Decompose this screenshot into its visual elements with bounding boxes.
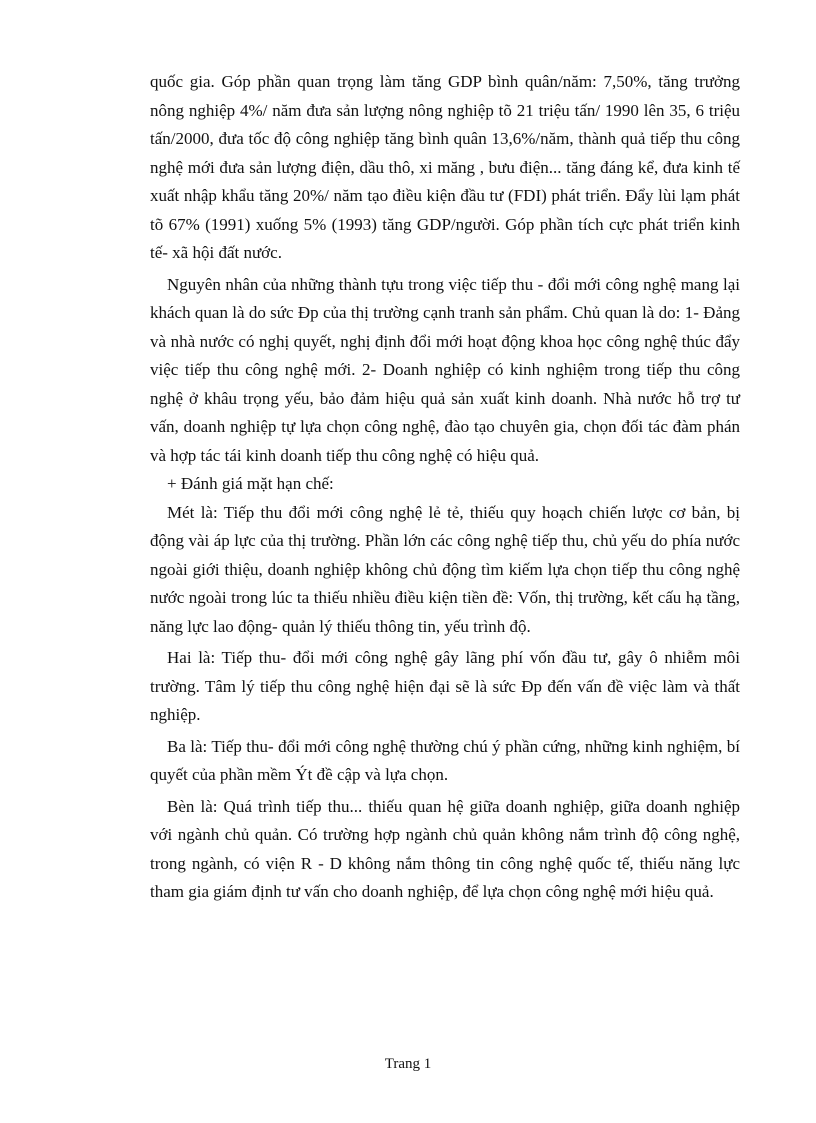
paragraph-limitation-two: Hai là: Tiếp thu- đổi mới công nghệ gây lãng phí vốn đầu tư, gây ô nhiễm môi trường. Tâm lý tiếp thu công nghệ hiện đại sẽ là sức Đp đến vấn đề việc làm và thất nghiệp. — [150, 648, 740, 724]
paragraph-causes: Nguyên nhân của những thành tựu trong việc tiếp thu - đổi mới công nghệ mang lại khách quan là do sức Đp của thị trường cạnh tranh sản phẩm. Chủ quan là do: 1- Đảng và nhà nước có nghị quyết, nghị định đổi mới hoạt động khoa học công nghệ thúc đẩy việc tiếp thu công nghệ mới. 2- Doanh nghiệp có kinh nghiệm trong tiếp thu công nghệ ở khâu trọng yếu, bảo đảm hiệu quả sản xuất kinh doanh. Nhà nước hỗ trợ tư vấn, doanh nghiệp tự lựa chọn công nghệ, đào tạo chuyên gia, chọn đối tác đàm phán và hợp tác tái kinh doanh tiếp thu công nghệ có hiệu quả. — [150, 274, 740, 465]
document-page — [150, 68, 740, 907]
paragraph-limitation-one: Mét là: Tiếp thu đổi mới công nghệ lẻ tẻ, thiếu quy hoạch chiến lược cơ bản, bị động vài áp lực của thị trường. Phần lớn các công nghệ tiếp thu, chủ yếu do phía nước ngoài giới thiệu, doanh nghiệp không chủ động tìm kiếm lựa chọn tiếp thu công nghệ nước ngoài trong lúc ta thiếu nhiều điều kiện tiền đề: Vốn, thị trường, kết cấu hạ tầng, năng lực lao động- quản lý thiếu thông tin, yếu trình độ. — [150, 502, 740, 636]
paragraph-limitation-three: Ba là: Tiếp thu- đổi mới công nghệ thường chú ý phần cứng, những kinh nghiệm, bí quyết của phần mềm Ýt đề cập và lựa chọn. — [150, 736, 740, 784]
page-footer: Trang 1 — [384, 1056, 432, 1072]
paragraph-achievements: quốc gia. Góp phần quan trọng làm tăng GDP bình quân/năm: 7,50%, tăng trưởng nông nghiệp 4%/ năm đưa sản lượng nông nghiệp tõ 21 triệu tấn/ 1990 lên 35, 6 triệu tấn/2000, đưa tốc độ công nghiệp tăng bình quân 13,6%/năm, thành quả tiếp thu công nghệ mới đưa sản lượng điện, dầu thô, xi măng , bưu điện... tăng đáng kể, đưa kinh tế xuất nhập khẩu tăng 20%/ năm tạo điều kiện đầu tư (FDI) phát triển. Đẩy lùi lạm phát tõ 67% (1991) xuống 5% (1993) tăng GDP/người. Góp phần tích cực phát triển kinh tế- xã hội đất nước. — [150, 72, 740, 262]
paragraph-limitations-heading: + Đánh giá mặt hạn chế: — [167, 474, 334, 493]
paragraph-limitation-four: Bèn là: Quá trình tiếp thu... thiếu quan hệ giữa doanh nghiệp, giữa doanh nghiệp với ngành chủ quản. Có trường hợp ngành chủ quản không nắm trình độ công nghệ, trong ngành, có viện R - D không nắm thông tin công nghệ quốc tế, thiếu năng lực tham gia giám định tư vấn cho doanh nghiệp, để lựa chọn công nghệ mới hiệu quả. — [150, 796, 740, 901]
